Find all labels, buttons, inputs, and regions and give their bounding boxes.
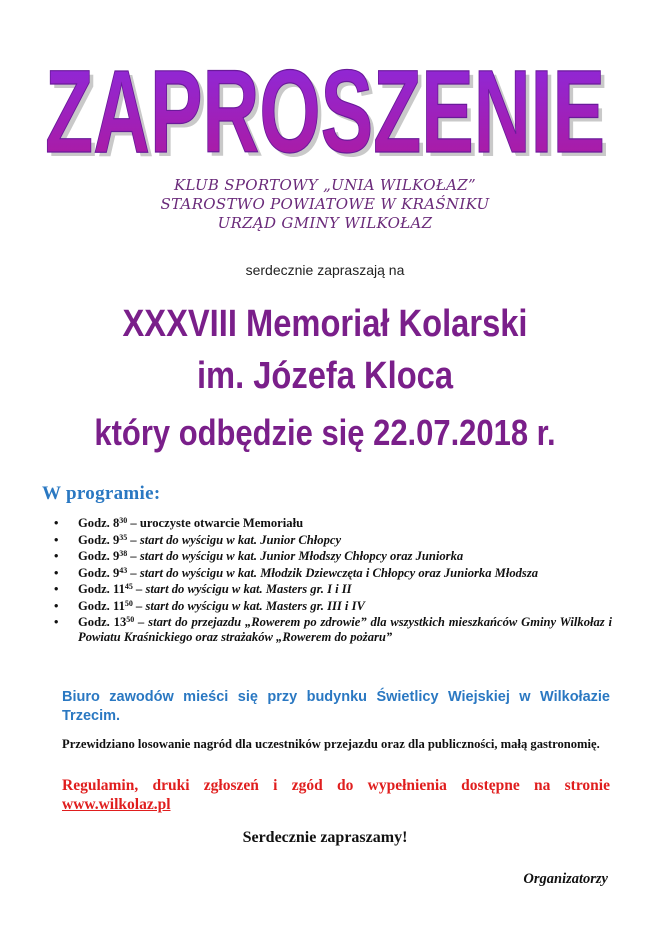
schedule-time-minutes: 50 — [126, 615, 135, 624]
schedule-time-minutes: 38 — [119, 549, 128, 558]
schedule-time: Godz. 9 — [78, 549, 120, 563]
closing-line: Serdecznie zapraszamy! — [242, 829, 408, 846]
schedule-list — [52, 516, 612, 647]
event-name: XXXVIII Memoriał Kolarski — [122, 303, 528, 345]
organizer-line: KLUB SPORTOWY „UNIA WILKOŁAZ” — [174, 176, 476, 194]
schedule-item — [52, 549, 612, 564]
schedule-item — [52, 516, 612, 531]
schedule-time-minutes: 50 — [124, 598, 133, 608]
title-shadow: ZAPROSZENIE — [49, 50, 609, 170]
prize-draw-info: Przewidziano losowanie nagród dla uczestników przejazdu oraz dla publiczności, małą gastronomię. — [62, 737, 600, 751]
signature: Organizatorzy — [523, 871, 608, 887]
title-text: ZAPROSZENIE — [45, 46, 605, 170]
event-heading — [0, 298, 650, 460]
schedule-time: Godz. 11 — [78, 598, 125, 613]
organizer-line: STAROSTWO POWIATOWE W KRAŚNIKU — [160, 195, 490, 213]
schedule-time-minutes: 30 — [119, 516, 128, 525]
schedule-item — [52, 599, 612, 614]
schedule-time: Godz. 13 — [78, 615, 127, 629]
schedule-time: Godz. 11 — [78, 582, 125, 596]
schedule-item — [52, 615, 612, 645]
title-banner — [30, 10, 620, 170]
organizers-block — [0, 176, 650, 233]
schedule-time-minutes: 43 — [119, 565, 128, 575]
schedule-item — [52, 582, 612, 597]
rules-info — [62, 776, 610, 814]
schedule-time-minutes: 45 — [124, 582, 133, 591]
schedule-item — [52, 566, 612, 581]
program-title: W programie: — [42, 483, 161, 504]
office-info: Biuro zawodów mieści się przy budynku Świetlicy Wiejskiej w Wilkołazie Trzecim. — [62, 689, 610, 724]
schedule-description: – start do przejazdu „Rowerem po zdrowie” dla wszystkich mieszkańców Gminy Wilkołaz i Powiatu Kraśnickiego oraz strażaków „Rowerem do pożaru” — [78, 615, 613, 644]
event-date: który odbędzie się 22.07.2018 r. — [94, 412, 556, 453]
event-patron: im. Józefa Kloca — [196, 355, 454, 397]
schedule-time: Godz. 8 — [78, 516, 120, 530]
organizer-line: URZĄD GMINY WILKOŁAZ — [217, 214, 433, 232]
schedule-time: Godz. 9 — [78, 532, 120, 547]
schedule-description: – start do wyścigu w kat. Masters gr. III i IV — [132, 598, 365, 613]
schedule-time: Godz. 9 — [78, 565, 120, 580]
schedule-description: – uroczyste otwarcie Memoriału — [127, 516, 304, 530]
schedule-description: – start do wyścigu w kat. Masters gr. I i II — [132, 582, 352, 596]
schedule-description: – start do wyścigu w kat. Junior Młodszy Chłopcy oraz Juniorka — [127, 549, 464, 563]
schedule-item — [52, 533, 612, 548]
schedule-time-minutes: 35 — [119, 532, 128, 542]
invite-line: serdecznie zapraszają na — [245, 262, 405, 278]
schedule-description: – start do wyścigu w kat. Młodzik Dziewczęta i Chłopcy oraz Juniorka Młodsza — [127, 565, 539, 580]
title-banner-graphic — [30, 10, 620, 170]
website-link[interactable]: www.wilkolaz.pl — [62, 796, 171, 813]
rules-text: Regulamin, druki zgłoszeń i zgód do wypełnienia dostępne na stronie — [62, 777, 610, 794]
schedule-description: – start do wyścigu w kat. Junior Chłopcy — [127, 532, 342, 547]
